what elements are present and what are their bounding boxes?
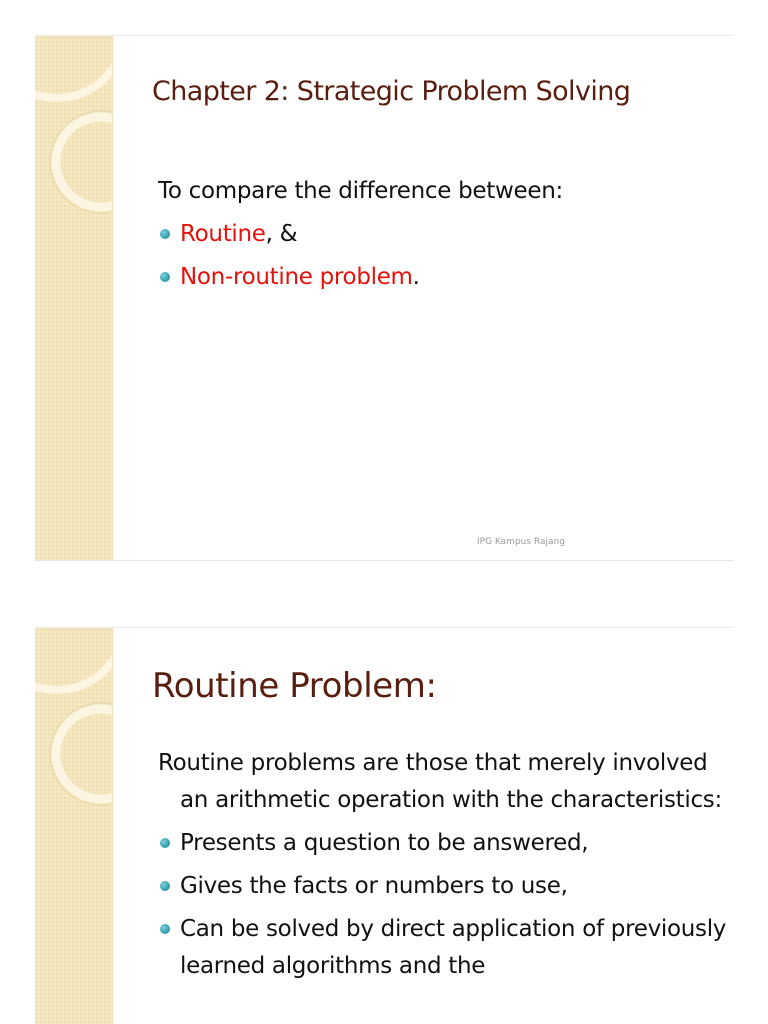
slide-1	[35, 35, 733, 560]
highlight-text: Non-routine problem	[180, 264, 413, 290]
intro-text: To compare the difference between:	[158, 178, 563, 204]
bullet-item	[158, 868, 728, 905]
slide-title: Routine Problem:	[152, 666, 437, 706]
bullet-item	[158, 825, 728, 862]
bullet-icon	[160, 838, 170, 848]
decorative-side-band	[35, 36, 113, 560]
bullet-text: Can be solved by direct application of previously learned algorithms and the	[180, 916, 727, 979]
bullet-suffix: .	[412, 264, 420, 290]
bullet-icon	[160, 272, 170, 282]
decorative-side-band	[35, 628, 113, 1024]
slide-body	[158, 745, 728, 985]
highlight-text: Routine	[180, 221, 266, 247]
slide-body	[158, 170, 563, 299]
decorative-circles-graphic	[35, 36, 112, 560]
bullet-text: Gives the facts or numbers to use,	[180, 873, 568, 899]
bullet-icon	[160, 881, 170, 891]
slide-2	[35, 627, 733, 1024]
bullet-text: Presents a question to be answered,	[180, 830, 589, 856]
decorative-circles-graphic	[35, 628, 112, 1024]
bullet-item-routine	[158, 213, 563, 256]
bullet-suffix: , &	[265, 221, 298, 247]
slide-footer: IPG Kampus Rajang	[477, 537, 565, 547]
bullet-item	[158, 911, 728, 985]
slide-title: Chapter 2: Strategic Problem Solving	[152, 76, 631, 107]
intro-text: Routine problems are those that merely involved an arithmetic operation with the characteristics:	[158, 750, 722, 813]
bullet-item-non-routine	[158, 256, 563, 299]
bullet-icon	[160, 229, 170, 239]
bullet-icon	[160, 924, 170, 934]
